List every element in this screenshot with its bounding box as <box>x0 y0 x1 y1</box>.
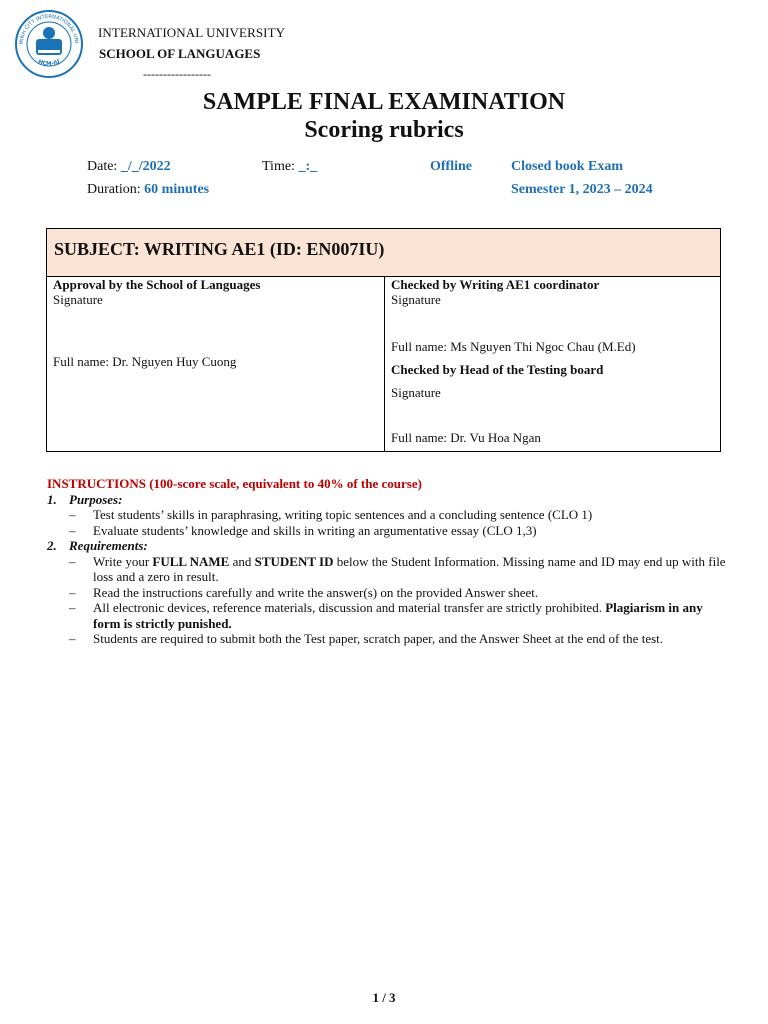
approval-fullname: Full name: Dr. Nguyen Huy Cuong <box>53 354 237 369</box>
date-value: _/_/2022 <box>120 159 171 174</box>
duration-value: 60 minutes <box>144 182 210 197</box>
testing-board-fullname: Full name: Dr. Vu Hoa Ngan <box>391 430 541 445</box>
requirement-text: All electronic devices, reference materials, discussion and material transfer are strictly prohibited. <box>93 600 606 615</box>
dash-bullet: – <box>69 584 76 600</box>
requirement-text: and <box>229 553 255 569</box>
requirement-text: Students are required to submit both the Test paper, scratch paper, and the Answer Sheet at the end of the test. <box>93 631 664 646</box>
coordinator-signature-label: Signature <box>391 292 441 307</box>
coordinator-title: Checked by Writing AE1 coordinator <box>391 277 600 292</box>
subject-header-cell <box>47 229 720 277</box>
requirements-number: 2. <box>47 538 57 553</box>
list-item <box>47 600 727 631</box>
list-item <box>47 523 727 539</box>
header-separator: ----------------- <box>143 67 211 81</box>
dash-bullet: – <box>69 553 76 569</box>
dash-bullet: – <box>69 600 76 615</box>
exam-title: SAMPLE FINAL EXAMINATION <box>202 89 566 115</box>
subject-heading: SUBJECT: WRITING AE1 (ID: EN007IU) <box>54 239 385 259</box>
book-type: Closed book Exam <box>511 159 624 174</box>
instructions-heading: INSTRUCTIONS (100-score scale, equivalent to 40% of the course) <box>47 476 422 491</box>
page-number: 1 / 3 <box>372 990 396 1005</box>
svg-text:HCM-IU: HCM-IU <box>37 58 61 68</box>
table-column-divider <box>384 277 385 452</box>
list-item <box>47 554 727 585</box>
dash-bullet: – <box>69 522 76 538</box>
school-name: SCHOOL OF LANGUAGES <box>99 46 261 61</box>
university-logo <box>14 9 84 79</box>
university-name: INTERNATIONAL UNIVERSITY <box>98 25 286 40</box>
instructions-section <box>47 476 727 647</box>
requirement-text: Read the instructions carefully and write the answer(s) on the provided Answer sheet. <box>93 584 539 600</box>
purpose-text: Test students’ skills in paraphrasing, writing topic sentences and a concluding sentence (CLO 1) <box>93 507 593 522</box>
requirements-heading <box>47 538 727 554</box>
purposes-heading <box>47 492 727 508</box>
list-item <box>47 631 727 647</box>
duration-field <box>87 182 209 198</box>
list-item <box>47 585 727 601</box>
coordinator-fullname: Full name: Ms Nguyen Thi Ngoc Chau (M.Ed) <box>391 339 636 354</box>
requirement-emphasis: STUDENT ID <box>254 553 334 569</box>
exam-mode: Offline <box>430 159 472 174</box>
purposes-label: Purposes: <box>69 491 123 507</box>
approval-title: Approval by the School of Languages <box>53 277 261 292</box>
testing-board-title: Checked by Head of the Testing board <box>391 362 604 377</box>
purpose-text: Evaluate students’ knowledge and skills in writing an argumentative essay (CLO 1,3) <box>93 522 537 538</box>
time-field <box>262 159 317 175</box>
date-label: Date: <box>87 159 121 174</box>
time-label: Time: <box>262 159 299 174</box>
requirements-label: Requirements: <box>69 538 148 553</box>
date-field <box>87 159 171 175</box>
dash-bullet: – <box>69 631 76 646</box>
subject-table <box>46 228 721 452</box>
approval-signature-label: Signature <box>53 292 103 307</box>
requirement-text: Write your <box>93 553 153 569</box>
list-item <box>47 507 727 523</box>
requirement-emphasis: Plagiarism in any form is strictly punished. <box>93 600 703 631</box>
semester: Semester 1, 2023 – 2024 <box>511 182 653 197</box>
testing-board-signature-label: Signature <box>391 385 441 400</box>
dash-bullet: – <box>69 507 76 522</box>
exam-subtitle: Scoring rubrics <box>304 117 464 143</box>
time-value: _:_ <box>298 159 318 174</box>
svg-text:HO CHI MINH CITY INTERNATIONAL: MINH CITY INTERNATIONAL UNI <box>18 13 80 45</box>
requirement-text: below the Student Information. Missing name and ID may end up with file loss and a zero in result. <box>93 553 726 584</box>
duration-label: Duration: <box>87 182 145 197</box>
purposes-number: 1. <box>47 491 57 507</box>
requirement-emphasis: FULL NAME <box>152 553 230 569</box>
